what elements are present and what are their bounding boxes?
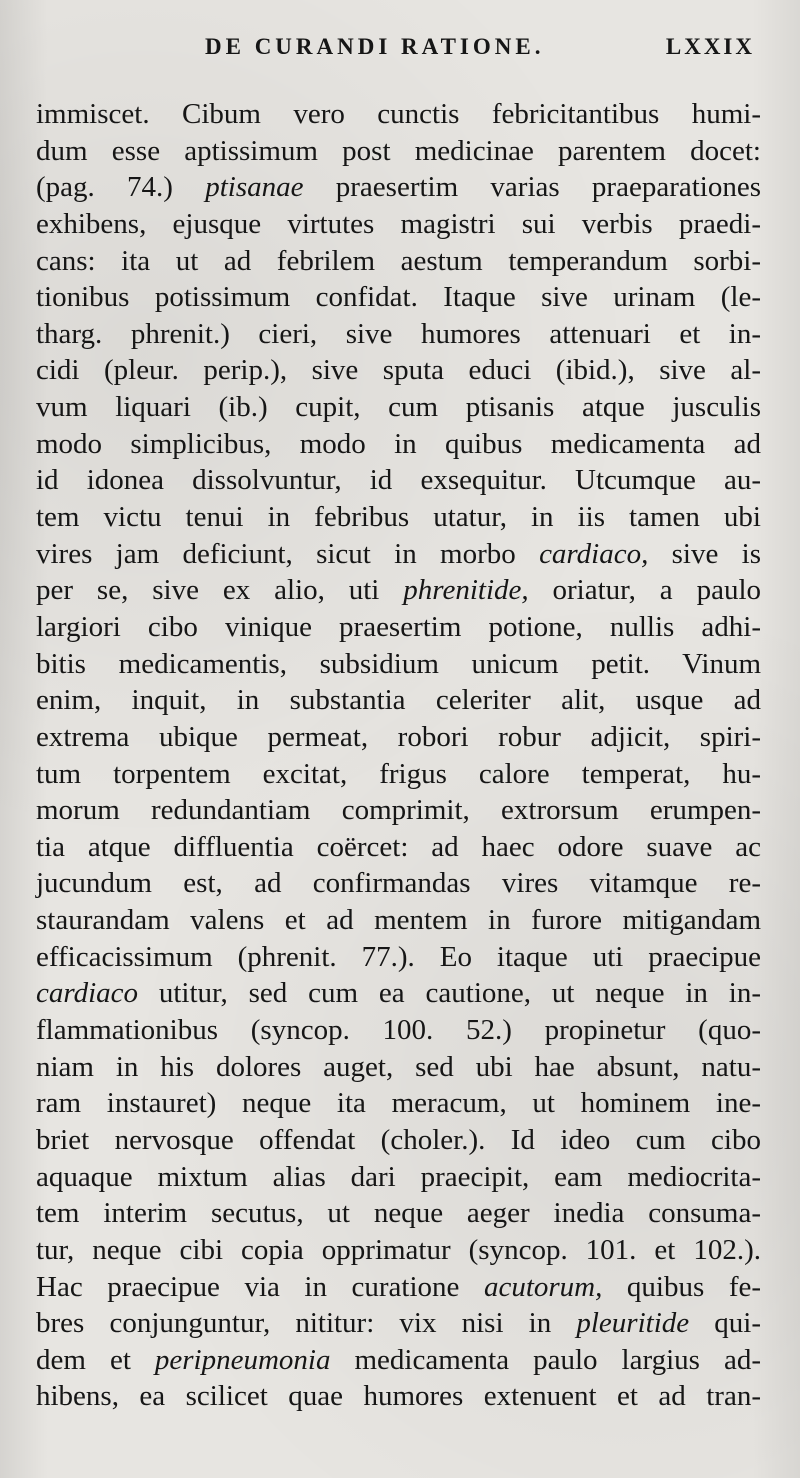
text-line — [36, 1232, 761, 1269]
text-line — [36, 646, 761, 683]
italic-term: peripneumonia — [154, 1343, 331, 1376]
page-number: LXXIX — [665, 34, 755, 59]
text-line — [36, 975, 761, 1012]
text-segment: vum liquari (ib.) cupit, cum ptisanis atque jusculis — [36, 391, 761, 424]
text-line — [36, 609, 761, 646]
text-line — [36, 1012, 761, 1049]
text-segment: immiscet. Cibum vero cunctis febricitantibus humi- — [36, 98, 761, 130]
italic-term: cardiaco, — [539, 537, 649, 570]
text-segment: id idonea dissolvuntur, id exsequitur. Utcumque au- — [36, 464, 761, 497]
text-line — [36, 96, 761, 133]
text-segment: bres conjunguntur, nititur: vix nisi in — [36, 1307, 577, 1340]
text-segment: bitis medicamentis, subsidium unicum petit. Vinum — [36, 647, 761, 680]
text-segment: cidi (pleur. perip.), sive sputa educi (ibid.), sive al- — [36, 354, 761, 387]
page-header — [205, 34, 755, 66]
text-segment: efficacissimum (phrenit. 77.). Eo itaque uti praecipue — [36, 940, 761, 973]
text-line — [36, 829, 761, 866]
text-segment: modo simplicibus, modo in quibus medicamenta ad — [36, 427, 761, 460]
text-segment: cans: ita ut ad febrilem aestum temperandum sorbi- — [36, 244, 761, 277]
text-segment: flammationibus (syncop. 100. 52.) propinetur (quo- — [36, 1014, 761, 1047]
text-segment: oriatur, a paulo — [528, 574, 761, 607]
text-line — [36, 939, 761, 976]
text-segment: niam in his dolores auget, sed ubi hae absunt, natu- — [36, 1050, 761, 1083]
body-text — [36, 96, 761, 1415]
text-segment: hibens, ea scilicet quae humores extenuent et ad tran- — [36, 1380, 761, 1413]
text-segment: ram instauret) neque ita meracum, ut hominem ine- — [36, 1087, 761, 1120]
text-segment: staurandam valens et ad mentem in furore mitigandam — [36, 904, 761, 937]
text-line — [36, 389, 761, 426]
text-line — [36, 426, 761, 463]
text-segment: per se, sive ex alio, uti — [36, 574, 404, 607]
text-line — [36, 902, 761, 939]
text-segment: exhibens, ejusque virtutes magistri sui verbis praedi- — [36, 207, 761, 240]
text-segment: dem et — [36, 1343, 155, 1376]
italic-term: phrenitide, — [403, 574, 529, 607]
text-segment: tur, neque cibi copia opprimatur (syncop. 101. et 102.). — [36, 1233, 761, 1266]
text-segment: sive is — [648, 537, 761, 570]
text-line — [36, 206, 761, 243]
text-segment: quibus fe- — [602, 1270, 761, 1303]
text-line — [36, 572, 761, 609]
italic-term: acutorum, — [483, 1270, 603, 1303]
text-segment: tharg. phrenit.) cieri, sive humores attenuari et in- — [36, 317, 761, 350]
running-head: DE CURANDI RATIONE. — [205, 34, 545, 59]
text-line — [36, 462, 761, 499]
text-segment: aquaque mixtum alias dari praecipit, eam mediocrita- — [36, 1160, 761, 1193]
text-line — [36, 719, 761, 756]
text-line — [36, 316, 761, 353]
text-line — [36, 279, 761, 316]
text-line — [36, 1269, 761, 1306]
text-line — [36, 1378, 761, 1415]
text-segment: utitur, sed cum ea cautione, ut neque in in- — [138, 977, 761, 1010]
text-line — [36, 169, 761, 206]
text-segment: tionibus potissimum confidat. Itaque sive urinam (le- — [36, 281, 761, 314]
text-line — [36, 682, 761, 719]
text-segment: jucundum est, ad confirmandas vires vitamque re- — [36, 867, 761, 900]
text-line — [36, 243, 761, 280]
text-line — [36, 1305, 761, 1342]
text-segment: extrema ubique permeat, robori robur adjicit, spiri- — [36, 720, 761, 753]
text-line — [36, 756, 761, 793]
text-line — [36, 1195, 761, 1232]
text-line — [36, 1159, 761, 1196]
text-line — [36, 536, 761, 573]
text-line — [36, 133, 761, 170]
text-segment: enim, inquit, in substantia celeriter alit, usque ad — [36, 684, 761, 717]
text-segment: (pag. 74.) — [36, 171, 206, 204]
text-line — [36, 1342, 761, 1379]
text-line — [36, 499, 761, 536]
italic-term: pleuritide — [576, 1307, 690, 1340]
text-segment: vires jam deficiunt, sicut in morbo — [36, 537, 540, 570]
text-segment: tum torpentem excitat, frigus calore temperat, hu- — [36, 757, 761, 790]
text-segment: morum redundantiam comprimit, extrorsum erumpen- — [36, 794, 761, 827]
text-segment: praesertim varias praeparationes — [303, 171, 761, 204]
text-segment: medicamenta paulo largius ad- — [330, 1343, 761, 1376]
text-line — [36, 865, 761, 902]
text-segment: briet nervosque offendat (choler.). Id ideo cum cibo — [36, 1123, 761, 1156]
italic-term: cardiaco — [36, 977, 139, 1010]
text-line — [36, 1049, 761, 1086]
text-line — [36, 1122, 761, 1159]
text-line — [36, 352, 761, 389]
text-segment: Hac praecipue via in curatione — [36, 1270, 484, 1303]
text-segment: tem victu tenui in febribus utatur, in iis tamen ubi — [36, 501, 761, 534]
text-line — [36, 792, 761, 829]
text-segment: dum esse aptissimum post medicinae parentem docet: — [36, 134, 761, 167]
text-segment: qui- — [689, 1307, 761, 1340]
text-segment: tem interim secutus, ut neque aeger inedia consuma- — [36, 1197, 761, 1230]
text-segment: tia atque diffluentia coërcet: ad haec odore suave ac — [36, 830, 761, 863]
text-segment: largiori cibo vinique praesertim potione, nullis adhi- — [36, 610, 761, 643]
italic-term: ptisanae — [205, 171, 304, 204]
text-line — [36, 1085, 761, 1122]
